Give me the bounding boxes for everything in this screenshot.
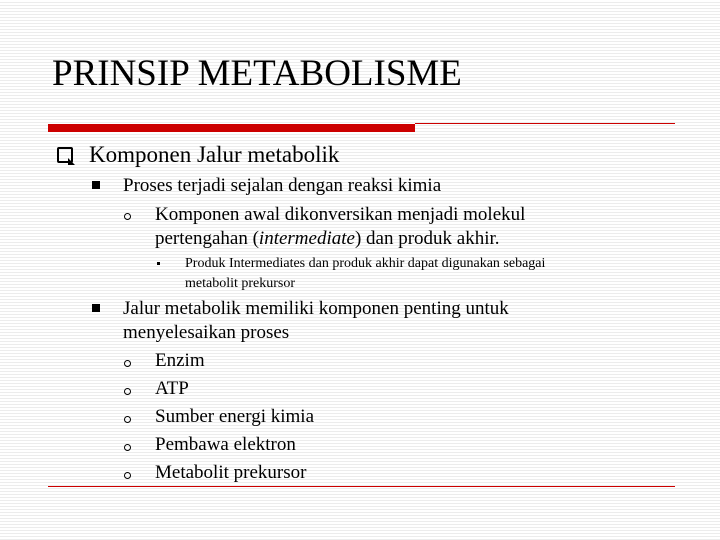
point1-sub-line2-pre: pertengahan ( — [155, 228, 259, 249]
point1-subsub-line2: metabolit prekursor — [185, 276, 296, 291]
title-underline-thin — [415, 123, 675, 124]
checkbox-bullet-icon — [57, 147, 73, 163]
point1-sub-line2 — [155, 227, 500, 250]
circle-bullet-icon — [124, 416, 131, 423]
component-item: Pembawa elektron — [155, 434, 296, 455]
point1-subsub-line1: Produk Intermediates dan produk akhir dapat digunakan sebagai — [185, 256, 546, 271]
circle-bullet-icon — [124, 388, 131, 395]
point1-text: Proses terjadi sejalan dengan reaksi kimia — [123, 175, 442, 196]
bottom-divider — [48, 486, 675, 487]
level1-heading: Komponen Jalur metabolik — [89, 142, 340, 167]
component-item: Enzim — [155, 350, 205, 371]
circle-bullet-icon — [124, 444, 131, 451]
square-bullet-icon — [92, 304, 100, 312]
square-bullet-icon — [92, 181, 100, 189]
circle-bullet-icon — [124, 360, 131, 367]
component-item: Metabolit prekursor — [155, 462, 307, 483]
point1-sub-line2-post: ) dan produk akhir. — [354, 228, 500, 249]
circle-bullet-icon — [124, 472, 131, 479]
component-item: Sumber energi kimia — [155, 406, 315, 427]
point2-line1: Jalur metabolik memiliki komponen penting untuk — [123, 298, 509, 319]
point1-sub-line1: Komponen awal dikonversikan menjadi molekul — [155, 204, 526, 225]
small-square-bullet-icon — [157, 262, 160, 265]
circle-bullet-icon — [124, 213, 131, 220]
intermediate-term: intermediate — [258, 228, 355, 249]
slide-title: PRINSIP METABOLISME — [52, 53, 462, 94]
title-underline-thick — [48, 124, 415, 132]
point2-line2: menyelesaikan proses — [123, 322, 290, 343]
component-item: ATP — [155, 378, 189, 399]
